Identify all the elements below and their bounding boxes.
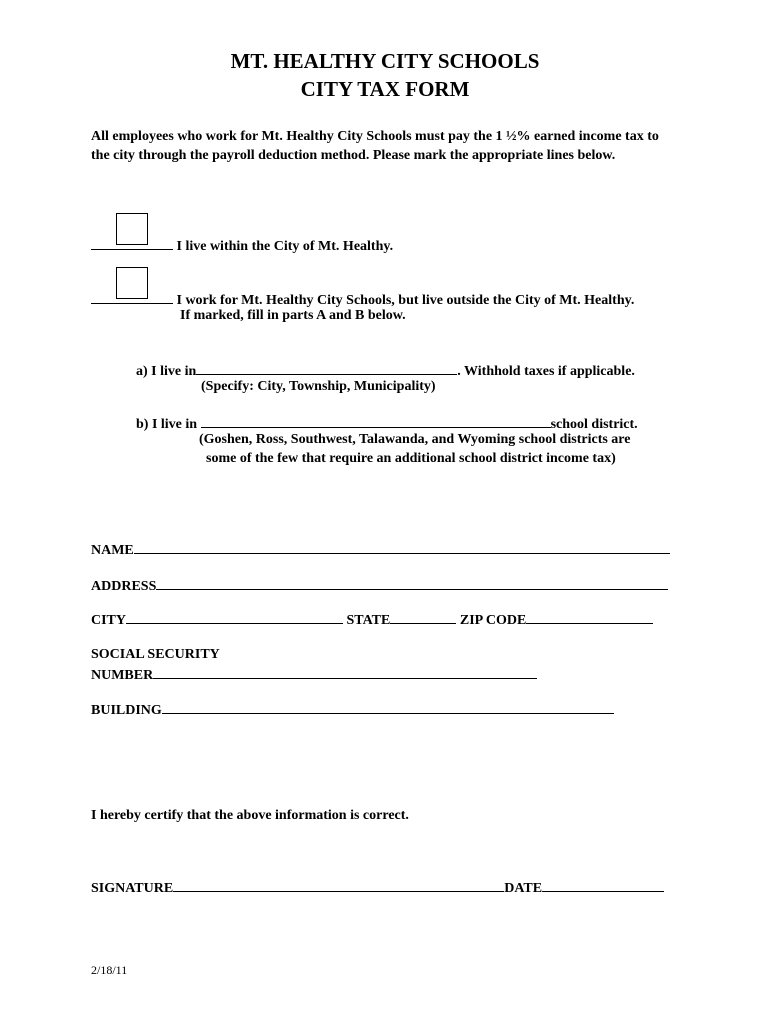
name-row: [91, 538, 670, 560]
intro-paragraph: All employees who work for Mt. Healthy City Schools must pay the 1 ½% earned income tax to the city through the payroll deduction method. Please mark the appropriate lines below.: [91, 129, 659, 163]
option-live-within-mark-line[interactable]: [91, 234, 173, 250]
city-state-zip-row: [91, 608, 653, 630]
city-label: CITY: [91, 613, 127, 628]
part-b-suffix: school district.: [550, 417, 638, 432]
zip-code-input[interactable]: [526, 608, 653, 624]
name-input[interactable]: [134, 538, 670, 554]
state-label: STATE: [346, 613, 391, 628]
part-a-suffix: . Withhold taxes if applicable.: [457, 364, 635, 379]
zip-code-label: ZIP CODE: [459, 613, 527, 628]
building-input[interactable]: [162, 698, 614, 714]
signature-date-row: [91, 876, 664, 898]
option-live-outside-mark-line[interactable]: [91, 288, 173, 304]
city-input[interactable]: [126, 608, 343, 624]
date-label: DATE: [504, 881, 543, 896]
signature-label: SIGNATURE: [91, 881, 174, 896]
signature-input[interactable]: [173, 876, 504, 892]
part-a-prefix: a) I live in: [136, 364, 197, 379]
form-revision-date: 2/18/11: [91, 963, 128, 977]
form-title-line2: CITY TAX FORM: [300, 77, 470, 101]
option-live-outside-label: I work for Mt. Healthy City Schools, but live outside the City of Mt. Healthy.: [176, 293, 635, 308]
address-row: [91, 574, 668, 596]
part-b-note-line1: (Goshen, Ross, Southwest, Talawanda, and Wyoming school districts are: [199, 432, 631, 447]
part-b-school-district-input[interactable]: [201, 412, 551, 428]
part-b-prefix: b) I live in: [136, 417, 198, 432]
ssn-label-line1: SOCIAL SECURITY: [91, 647, 220, 662]
date-input[interactable]: [542, 876, 664, 892]
building-row: [91, 698, 614, 720]
part-b-note-line2: some of the few that require an additional school district income tax): [206, 451, 616, 466]
option-live-within-label: I live within the City of Mt. Healthy.: [176, 239, 394, 254]
option-live-within-row: [91, 234, 393, 256]
ssn-label-line2: NUMBER: [91, 668, 154, 683]
address-label: ADDRESS: [91, 579, 157, 594]
ssn-input[interactable]: [153, 663, 537, 679]
certification-statement: I hereby certify that the above information is correct.: [91, 808, 409, 823]
part-a-municipality-input[interactable]: [196, 359, 457, 375]
state-input[interactable]: [390, 608, 456, 624]
address-input[interactable]: [156, 574, 668, 590]
ssn-row: [91, 663, 537, 685]
name-label: NAME: [91, 543, 134, 558]
part-a-note: (Specify: City, Township, Municipality): [201, 379, 436, 394]
option-live-outside-note: If marked, fill in parts A and B below.: [180, 308, 406, 323]
building-label: BUILDING: [91, 703, 162, 718]
form-title-line1: MT. HEALTHY CITY SCHOOLS: [230, 49, 540, 73]
